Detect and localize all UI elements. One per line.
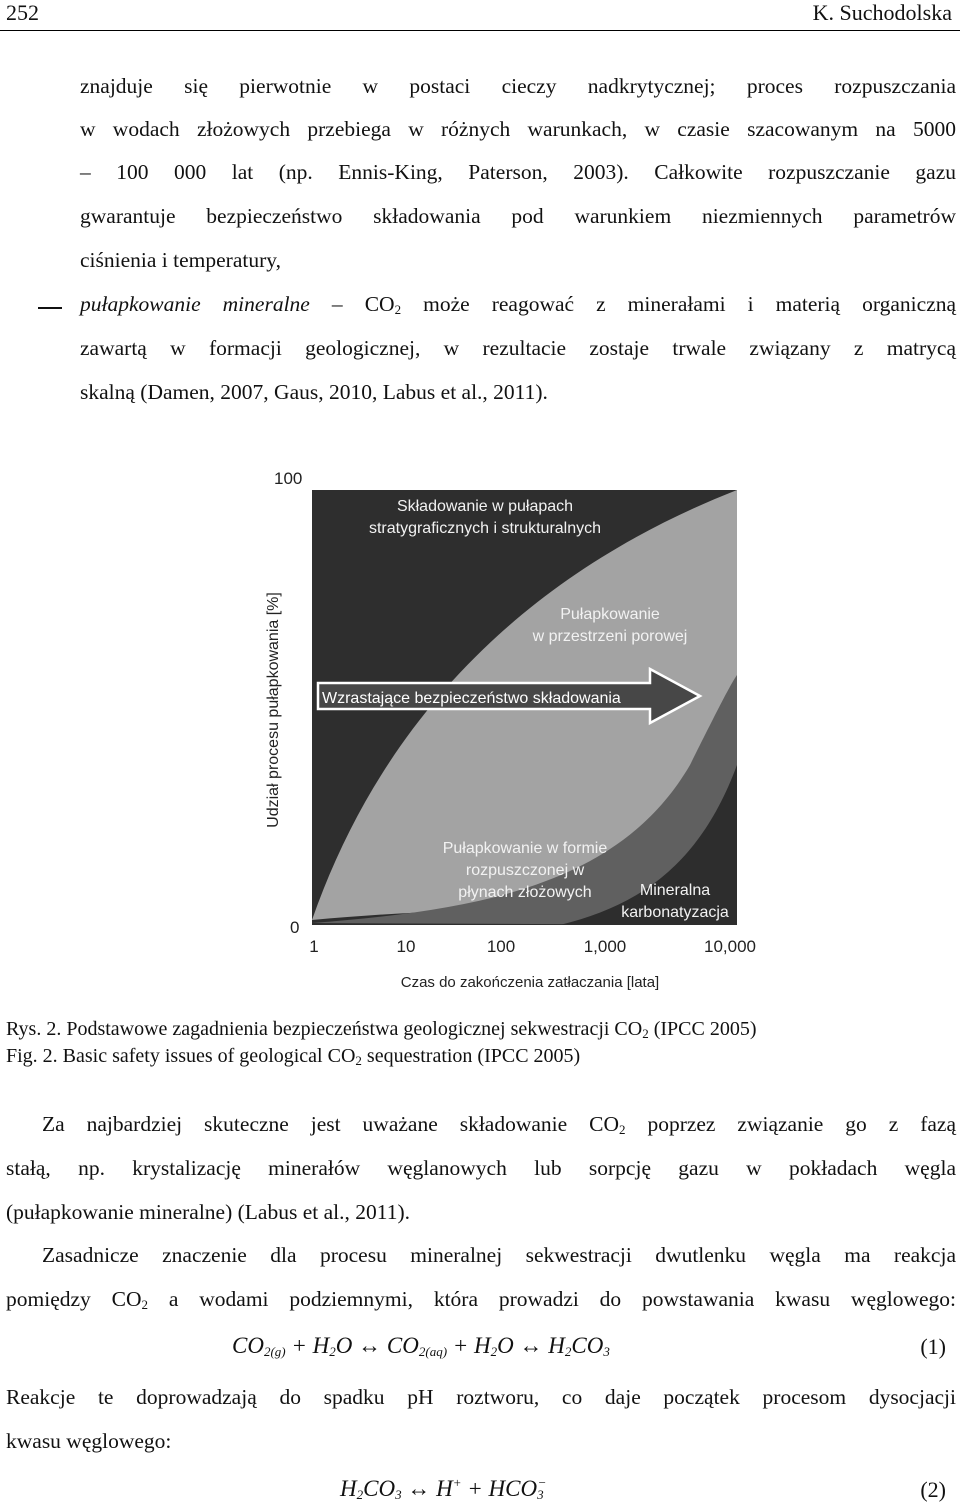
x-tick-100: 100 (486, 937, 516, 956)
caption-en: Fig. 2. Basic safety issues of geological $CO_2$ sequestration (IPCC 2005) (6, 1045, 581, 1068)
label-dissolved-2: rozpuszczonej w (465, 862, 585, 879)
arrow-label: Wzrastające bezpieczeństwo składowania (322, 690, 621, 707)
y-axis-label: Udział procesu pułapkowania [%] (265, 592, 282, 828)
label-structural-1: Składowanie w pułapach (396, 498, 574, 515)
para1-line: znajduje się pierwotnie w postaci cieczy nadkrytycznej; proces rozpuszczania (80, 74, 956, 98)
para4-line-2: kwasu węglowego: (6, 1429, 172, 1453)
bullet-line-1 (80, 292, 956, 318)
x-axis-label: Czas do zakończenia zatłaczania [lata] (400, 974, 660, 991)
label-pore-1: Pułapkowanie (560, 606, 660, 623)
x-tick-1000: 1,000 (583, 937, 627, 956)
para2-line-2: stałą, np. krystalizację minerałów węglanowych lub sorpcję gazu w pokładach węgla (6, 1156, 956, 1180)
para1-line: ciśnienia i temperatury, (80, 248, 281, 272)
equation-1: $CO_{2(g)} + H_2O$ ↔ $CO_{2(aq)} + H_2O$ ↔ $H_2CO_3$ (232, 1333, 610, 1359)
para4-line-1: Reakcje te doprowadzają do spadku pH roztworu, co daje początek procesom dysocjacji (6, 1385, 956, 1409)
bullet-rest: może reagować z minerałami i materią organiczną (423, 292, 957, 316)
bullet-line-2: zawartą w formacji geologicznej, w rezultacie zostaje trwale związany z matrycą (80, 336, 956, 360)
bullet-line-3: skalną (Damen, 2007, Gaus, 2010, Labus et al., 2011). (80, 380, 548, 404)
para3-line-2: pomiędzy $CO_2$ a wodami podziemnymi, która prowadzi do powstawania kwasu węglowego: (6, 1287, 956, 1312)
x-tick-10: 10 (396, 937, 416, 956)
label-structural-2: stratygraficznych i strukturalnych (368, 520, 602, 537)
bullet-term: pułapkowanie mineralne (80, 292, 310, 316)
trapping-chart (260, 465, 770, 995)
running-author: K. Suchodolska (812, 0, 952, 25)
para2-line-3: (pułapkowanie mineralne) (Labus et al., 2011). (6, 1200, 410, 1224)
para2-line-1: Za najbardziej skuteczne jest uważane składowanie $CO_2$ poprzez związanie go z fazą (42, 1112, 957, 1137)
label-dissolved-3: płynach złożowych (458, 884, 592, 901)
equation-2: $H_2CO_3$ ↔ $H^+ + HCO_3^-$ (340, 1475, 547, 1502)
label-mineral-1: Mineralna (639, 882, 711, 899)
bullet-dash (38, 307, 62, 309)
para1-line: w wodach złożowych przebiega w różnych warunkach, w czasie szacowanym na 5000 (80, 117, 956, 141)
y-tick-0: 0 (290, 918, 300, 937)
para1-line: – 100 000 lat (np. Ennis-King, Paterson, 2003). Całkowite rozpuszczanie gazu (80, 160, 956, 184)
label-dissolved-1: Pułapkowanie w formie (442, 840, 608, 857)
x-tick-10000: 10,000 (704, 937, 756, 956)
label-pore-2: w przestrzeni porowej (532, 628, 688, 645)
para1-line: gwarantuje bezpieczeństwo składowania pod warunkiem niezmiennych parametrów (80, 204, 956, 228)
label-mineral-2: karbonatyzacja (621, 904, 729, 921)
para3-line-1: Zasadnicze znaczenie dla procesu mineralnej sekwestracji dwutlenku węgla ma reakcja (42, 1243, 956, 1267)
x-tick-1: 1 (309, 937, 319, 956)
caption-pl: Rys. 2. Podstawowe zagadnienia bezpieczeństwa geologicznej sekwestracji $CO_2$ (IPCC 2005) (6, 1018, 757, 1041)
em-dash: – (331, 292, 343, 316)
page-header (0, 0, 960, 31)
equation-2-number: (2) (920, 1477, 946, 1502)
equation-1-number: (1) (920, 1334, 946, 1359)
y-tick-100: 100 (274, 469, 303, 488)
co2: $CO_2$ (364, 292, 402, 317)
page-number: 252 (6, 0, 39, 25)
